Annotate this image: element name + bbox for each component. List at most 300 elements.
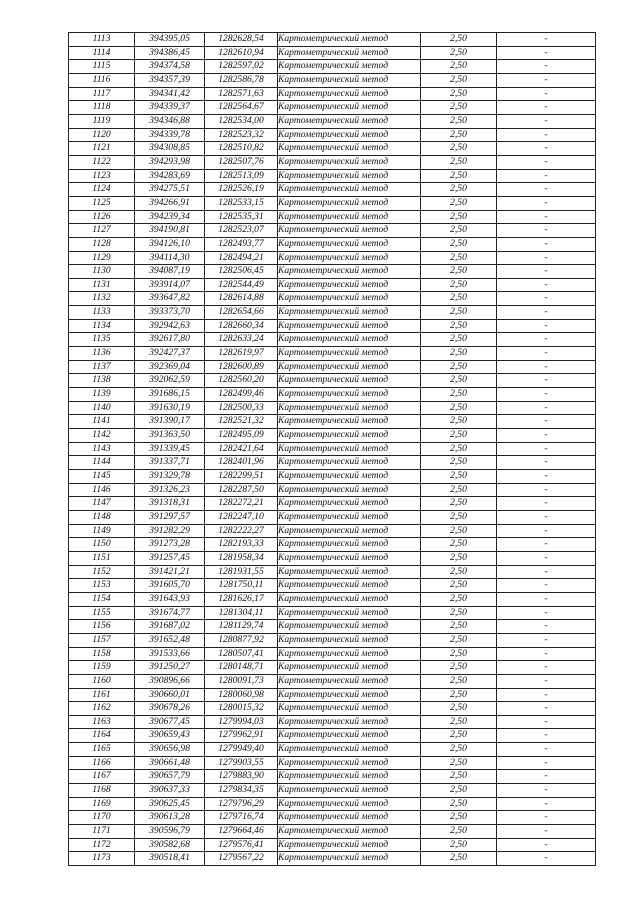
y-coordinate-cell: 1282521,32 — [205, 415, 278, 429]
method-cell: Картометрический метод — [278, 661, 421, 675]
description-cell: - — [497, 87, 596, 101]
x-coordinate-cell: 394339,78 — [135, 128, 205, 142]
description-cell: - — [497, 852, 596, 866]
description-cell: - — [497, 237, 596, 251]
precision-cell: 2,50 — [421, 196, 497, 210]
point-number-cell: 1166 — [69, 756, 135, 770]
y-coordinate-cell: 1279949,40 — [205, 743, 278, 757]
description-cell: - — [497, 538, 596, 552]
table-row — [69, 429, 596, 443]
x-coordinate-cell: 391390,17 — [135, 415, 205, 429]
precision-cell: 2,50 — [421, 101, 497, 115]
point-number-cell: 1152 — [69, 565, 135, 579]
table-row — [69, 770, 596, 784]
y-coordinate-cell: 1282287,50 — [205, 483, 278, 497]
point-number-cell: 1161 — [69, 688, 135, 702]
point-number-cell: 1115 — [69, 60, 135, 74]
table-row — [69, 456, 596, 470]
point-number-cell: 1146 — [69, 483, 135, 497]
table-row — [69, 183, 596, 197]
table-row — [69, 470, 596, 484]
table-row — [69, 784, 596, 798]
method-cell: Картометрический метод — [278, 524, 421, 538]
precision-cell: 2,50 — [421, 237, 497, 251]
description-cell: - — [497, 456, 596, 470]
x-coordinate-cell: 394283,69 — [135, 169, 205, 183]
point-number-cell: 1116 — [69, 73, 135, 87]
description-cell: - — [497, 388, 596, 402]
x-coordinate-cell: 394114,30 — [135, 251, 205, 265]
precision-cell: 2,50 — [421, 265, 497, 279]
x-coordinate-cell: 392369,04 — [135, 360, 205, 374]
precision-cell: 2,50 — [421, 415, 497, 429]
description-cell: - — [497, 415, 596, 429]
x-coordinate-cell: 394308,85 — [135, 142, 205, 156]
table-row — [69, 46, 596, 60]
table-row — [69, 388, 596, 402]
x-coordinate-cell: 392617,80 — [135, 333, 205, 347]
precision-cell: 2,50 — [421, 524, 497, 538]
y-coordinate-cell: 1282247,10 — [205, 510, 278, 524]
table-row — [69, 729, 596, 743]
y-coordinate-cell: 1282586,78 — [205, 73, 278, 87]
description-cell: - — [497, 661, 596, 675]
precision-cell: 2,50 — [421, 456, 497, 470]
table-row — [69, 688, 596, 702]
precision-cell: 2,50 — [421, 278, 497, 292]
point-number-cell: 1125 — [69, 196, 135, 210]
description-cell: - — [497, 606, 596, 620]
point-number-cell: 1150 — [69, 538, 135, 552]
description-cell: - — [497, 278, 596, 292]
y-coordinate-cell: 1279834,35 — [205, 784, 278, 798]
table-row — [69, 87, 596, 101]
method-cell: Картометрический метод — [278, 128, 421, 142]
precision-cell: 2,50 — [421, 306, 497, 320]
point-number-cell: 1137 — [69, 360, 135, 374]
table-row — [69, 852, 596, 866]
method-cell: Картометрический метод — [278, 142, 421, 156]
method-cell: Картометрический метод — [278, 442, 421, 456]
y-coordinate-cell: 1282600,89 — [205, 360, 278, 374]
description-cell: - — [497, 128, 596, 142]
point-number-cell: 1129 — [69, 251, 135, 265]
precision-cell: 2,50 — [421, 155, 497, 169]
x-coordinate-cell: 394395,05 — [135, 33, 205, 47]
description-cell: - — [497, 183, 596, 197]
x-coordinate-cell: 390659,43 — [135, 729, 205, 743]
y-coordinate-cell: 1282633,24 — [205, 333, 278, 347]
method-cell: Картометрический метод — [278, 114, 421, 128]
point-number-cell: 1142 — [69, 429, 135, 443]
description-cell: - — [497, 770, 596, 784]
x-coordinate-cell: 392062,59 — [135, 374, 205, 388]
method-cell: Картометрический метод — [278, 715, 421, 729]
x-coordinate-cell: 391297,57 — [135, 510, 205, 524]
method-cell: Картометрический метод — [278, 87, 421, 101]
table-row — [69, 306, 596, 320]
y-coordinate-cell: 1282299,51 — [205, 470, 278, 484]
table-row — [69, 825, 596, 839]
table-row — [69, 292, 596, 306]
precision-cell: 2,50 — [421, 442, 497, 456]
method-cell: Картометрический метод — [278, 46, 421, 60]
description-cell: - — [497, 442, 596, 456]
point-number-cell: 1156 — [69, 620, 135, 634]
y-coordinate-cell: 1279994,03 — [205, 715, 278, 729]
point-number-cell: 1121 — [69, 142, 135, 156]
x-coordinate-cell: 391533,66 — [135, 647, 205, 661]
description-cell: - — [497, 838, 596, 852]
description-cell: - — [497, 224, 596, 238]
y-coordinate-cell: 1281750,11 — [205, 579, 278, 593]
point-number-cell: 1149 — [69, 524, 135, 538]
point-number-cell: 1153 — [69, 579, 135, 593]
y-coordinate-cell: 1282564,67 — [205, 101, 278, 115]
x-coordinate-cell: 391643,93 — [135, 592, 205, 606]
precision-cell: 2,50 — [421, 87, 497, 101]
point-number-cell: 1172 — [69, 838, 135, 852]
description-cell: - — [497, 524, 596, 538]
precision-cell: 2,50 — [421, 551, 497, 565]
table-row — [69, 210, 596, 224]
coordinates-table — [68, 32, 596, 866]
x-coordinate-cell: 390660,01 — [135, 688, 205, 702]
precision-cell: 2,50 — [421, 183, 497, 197]
table-row — [69, 33, 596, 47]
point-number-cell: 1162 — [69, 702, 135, 716]
method-cell: Картометрический метод — [278, 756, 421, 770]
y-coordinate-cell: 1282571,63 — [205, 87, 278, 101]
method-cell: Картометрический метод — [278, 702, 421, 716]
x-coordinate-cell: 393914,07 — [135, 278, 205, 292]
table-row — [69, 442, 596, 456]
y-coordinate-cell: 1279883,90 — [205, 770, 278, 784]
method-cell: Картометрический метод — [278, 401, 421, 415]
y-coordinate-cell: 1282526,19 — [205, 183, 278, 197]
table-row — [69, 60, 596, 74]
method-cell: Картометрический метод — [278, 784, 421, 798]
description-cell: - — [497, 620, 596, 634]
table-row — [69, 251, 596, 265]
table-row — [69, 524, 596, 538]
y-coordinate-cell: 1282533,15 — [205, 196, 278, 210]
x-coordinate-cell: 390613,28 — [135, 811, 205, 825]
description-cell: - — [497, 702, 596, 716]
x-coordinate-cell: 390656,98 — [135, 743, 205, 757]
method-cell: Картометрический метод — [278, 251, 421, 265]
x-coordinate-cell: 391329,78 — [135, 470, 205, 484]
y-coordinate-cell: 1281931,55 — [205, 565, 278, 579]
description-cell: - — [497, 497, 596, 511]
y-coordinate-cell: 1280015,32 — [205, 702, 278, 716]
method-cell: Картометрический метод — [278, 811, 421, 825]
table-row — [69, 592, 596, 606]
table-row — [69, 265, 596, 279]
method-cell: Картометрический метод — [278, 73, 421, 87]
precision-cell: 2,50 — [421, 579, 497, 593]
description-cell: - — [497, 551, 596, 565]
point-number-cell: 1114 — [69, 46, 135, 60]
x-coordinate-cell: 392427,37 — [135, 347, 205, 361]
x-coordinate-cell: 390518,41 — [135, 852, 205, 866]
y-coordinate-cell: 1282560,20 — [205, 374, 278, 388]
table-row — [69, 196, 596, 210]
description-cell: - — [497, 196, 596, 210]
point-number-cell: 1167 — [69, 770, 135, 784]
precision-cell: 2,50 — [421, 538, 497, 552]
description-cell: - — [497, 729, 596, 743]
description-cell: - — [497, 688, 596, 702]
point-number-cell: 1170 — [69, 811, 135, 825]
table-row — [69, 415, 596, 429]
description-cell: - — [497, 510, 596, 524]
table-row — [69, 797, 596, 811]
x-coordinate-cell: 391250,27 — [135, 661, 205, 675]
method-cell: Картометрический метод — [278, 592, 421, 606]
table-row — [69, 142, 596, 156]
method-cell: Картометрический метод — [278, 333, 421, 347]
point-number-cell: 1145 — [69, 470, 135, 484]
table-row — [69, 101, 596, 115]
method-cell: Картометрический метод — [278, 374, 421, 388]
x-coordinate-cell: 391674,77 — [135, 606, 205, 620]
y-coordinate-cell: 1282493,77 — [205, 237, 278, 251]
table-row — [69, 224, 596, 238]
table-row — [69, 743, 596, 757]
y-coordinate-cell: 1280091,73 — [205, 674, 278, 688]
precision-cell: 2,50 — [421, 784, 497, 798]
point-number-cell: 1133 — [69, 306, 135, 320]
table-row — [69, 401, 596, 415]
table-row — [69, 565, 596, 579]
table-row — [69, 510, 596, 524]
y-coordinate-cell: 1282494,21 — [205, 251, 278, 265]
table-row — [69, 497, 596, 511]
x-coordinate-cell: 392942,63 — [135, 319, 205, 333]
method-cell: Картометрический метод — [278, 743, 421, 757]
x-coordinate-cell: 391605,70 — [135, 579, 205, 593]
description-cell: - — [497, 60, 596, 74]
method-cell: Картометрический метод — [278, 565, 421, 579]
table-row — [69, 538, 596, 552]
method-cell: Картометрический метод — [278, 210, 421, 224]
y-coordinate-cell: 1282660,34 — [205, 319, 278, 333]
description-cell: - — [497, 647, 596, 661]
table-row — [69, 237, 596, 251]
point-number-cell: 1144 — [69, 456, 135, 470]
x-coordinate-cell: 391257,45 — [135, 551, 205, 565]
precision-cell: 2,50 — [421, 319, 497, 333]
description-cell: - — [497, 674, 596, 688]
y-coordinate-cell: 1279716,74 — [205, 811, 278, 825]
description-cell: - — [497, 825, 596, 839]
description-cell: - — [497, 579, 596, 593]
method-cell: Картометрический метод — [278, 483, 421, 497]
precision-cell: 2,50 — [421, 688, 497, 702]
x-coordinate-cell: 394266,91 — [135, 196, 205, 210]
point-number-cell: 1147 — [69, 497, 135, 511]
method-cell: Картометрический метод — [278, 155, 421, 169]
x-coordinate-cell: 391273,28 — [135, 538, 205, 552]
point-number-cell: 1136 — [69, 347, 135, 361]
point-number-cell: 1173 — [69, 852, 135, 866]
document-page — [68, 32, 595, 866]
x-coordinate-cell: 390896,66 — [135, 674, 205, 688]
description-cell: - — [497, 360, 596, 374]
x-coordinate-cell: 390596,79 — [135, 825, 205, 839]
y-coordinate-cell: 1282535,31 — [205, 210, 278, 224]
method-cell: Картометрический метод — [278, 497, 421, 511]
x-coordinate-cell: 394087,19 — [135, 265, 205, 279]
description-cell: - — [497, 46, 596, 60]
table-row — [69, 838, 596, 852]
table-row — [69, 347, 596, 361]
point-number-cell: 1123 — [69, 169, 135, 183]
method-cell: Картометрический метод — [278, 606, 421, 620]
method-cell: Картометрический метод — [278, 237, 421, 251]
table-row — [69, 169, 596, 183]
precision-cell: 2,50 — [421, 251, 497, 265]
point-number-cell: 1134 — [69, 319, 135, 333]
y-coordinate-cell: 1279576,41 — [205, 838, 278, 852]
table-row — [69, 551, 596, 565]
y-coordinate-cell: 1282401,96 — [205, 456, 278, 470]
method-cell: Картометрический метод — [278, 265, 421, 279]
y-coordinate-cell: 1282597,02 — [205, 60, 278, 74]
point-number-cell: 1157 — [69, 633, 135, 647]
description-cell: - — [497, 715, 596, 729]
point-number-cell: 1169 — [69, 797, 135, 811]
table-row — [69, 333, 596, 347]
table-row — [69, 360, 596, 374]
y-coordinate-cell: 1282193,33 — [205, 538, 278, 552]
description-cell: - — [497, 633, 596, 647]
x-coordinate-cell: 391687,02 — [135, 620, 205, 634]
method-cell: Картометрический метод — [278, 620, 421, 634]
point-number-cell: 1171 — [69, 825, 135, 839]
description-cell: - — [497, 319, 596, 333]
y-coordinate-cell: 1280148,71 — [205, 661, 278, 675]
description-cell: - — [497, 333, 596, 347]
description-cell: - — [497, 306, 596, 320]
description-cell: - — [497, 797, 596, 811]
method-cell: Картометрический метод — [278, 770, 421, 784]
table-row — [69, 633, 596, 647]
description-cell: - — [497, 347, 596, 361]
table-row — [69, 620, 596, 634]
method-cell: Картометрический метод — [278, 838, 421, 852]
method-cell: Картометрический метод — [278, 797, 421, 811]
y-coordinate-cell: 1282421,64 — [205, 442, 278, 456]
x-coordinate-cell: 390657,79 — [135, 770, 205, 784]
method-cell: Картометрический метод — [278, 196, 421, 210]
method-cell: Картометрический метод — [278, 538, 421, 552]
description-cell: - — [497, 483, 596, 497]
y-coordinate-cell: 1282499,46 — [205, 388, 278, 402]
precision-cell: 2,50 — [421, 702, 497, 716]
method-cell: Картометрический метод — [278, 360, 421, 374]
precision-cell: 2,50 — [421, 715, 497, 729]
y-coordinate-cell: 1282610,94 — [205, 46, 278, 60]
table-row — [69, 128, 596, 142]
x-coordinate-cell: 391339,45 — [135, 442, 205, 456]
method-cell: Картометрический метод — [278, 633, 421, 647]
point-number-cell: 1132 — [69, 292, 135, 306]
method-cell: Картометрический метод — [278, 429, 421, 443]
precision-cell: 2,50 — [421, 510, 497, 524]
precision-cell: 2,50 — [421, 169, 497, 183]
precision-cell: 2,50 — [421, 401, 497, 415]
precision-cell: 2,50 — [421, 210, 497, 224]
point-number-cell: 1135 — [69, 333, 135, 347]
x-coordinate-cell: 393647,82 — [135, 292, 205, 306]
point-number-cell: 1131 — [69, 278, 135, 292]
x-coordinate-cell: 390678,26 — [135, 702, 205, 716]
y-coordinate-cell: 1282654,66 — [205, 306, 278, 320]
precision-cell: 2,50 — [421, 606, 497, 620]
x-coordinate-cell: 394386,45 — [135, 46, 205, 60]
precision-cell: 2,50 — [421, 497, 497, 511]
y-coordinate-cell: 1281304,11 — [205, 606, 278, 620]
precision-cell: 2,50 — [421, 224, 497, 238]
precision-cell: 2,50 — [421, 811, 497, 825]
description-cell: - — [497, 401, 596, 415]
x-coordinate-cell: 391630,19 — [135, 401, 205, 415]
table-row — [69, 374, 596, 388]
x-coordinate-cell: 391686,15 — [135, 388, 205, 402]
description-cell: - — [497, 101, 596, 115]
method-cell: Картометрический метод — [278, 647, 421, 661]
y-coordinate-cell: 1282500,33 — [205, 401, 278, 415]
point-number-cell: 1120 — [69, 128, 135, 142]
method-cell: Картометрический метод — [278, 224, 421, 238]
description-cell: - — [497, 155, 596, 169]
precision-cell: 2,50 — [421, 429, 497, 443]
y-coordinate-cell: 1282544,49 — [205, 278, 278, 292]
method-cell: Картометрический метод — [278, 319, 421, 333]
method-cell: Картометрический метод — [278, 729, 421, 743]
x-coordinate-cell: 394374,58 — [135, 60, 205, 74]
description-cell: - — [497, 756, 596, 770]
point-number-cell: 1140 — [69, 401, 135, 415]
description-cell: - — [497, 114, 596, 128]
x-coordinate-cell: 391326,23 — [135, 483, 205, 497]
y-coordinate-cell: 1281958,34 — [205, 551, 278, 565]
description-cell: - — [497, 470, 596, 484]
point-number-cell: 1164 — [69, 729, 135, 743]
point-number-cell: 1124 — [69, 183, 135, 197]
y-coordinate-cell: 1282523,07 — [205, 224, 278, 238]
y-coordinate-cell: 1281129,74 — [205, 620, 278, 634]
table-row — [69, 647, 596, 661]
method-cell: Картометрический метод — [278, 183, 421, 197]
x-coordinate-cell: 390637,33 — [135, 784, 205, 798]
x-coordinate-cell: 391337,71 — [135, 456, 205, 470]
y-coordinate-cell: 1282495,09 — [205, 429, 278, 443]
precision-cell: 2,50 — [421, 483, 497, 497]
point-number-cell: 1163 — [69, 715, 135, 729]
precision-cell: 2,50 — [421, 292, 497, 306]
precision-cell: 2,50 — [421, 592, 497, 606]
point-number-cell: 1139 — [69, 388, 135, 402]
table-row — [69, 756, 596, 770]
x-coordinate-cell: 394293,98 — [135, 155, 205, 169]
description-cell: - — [497, 292, 596, 306]
y-coordinate-cell: 1279796,29 — [205, 797, 278, 811]
table-row — [69, 702, 596, 716]
precision-cell: 2,50 — [421, 620, 497, 634]
